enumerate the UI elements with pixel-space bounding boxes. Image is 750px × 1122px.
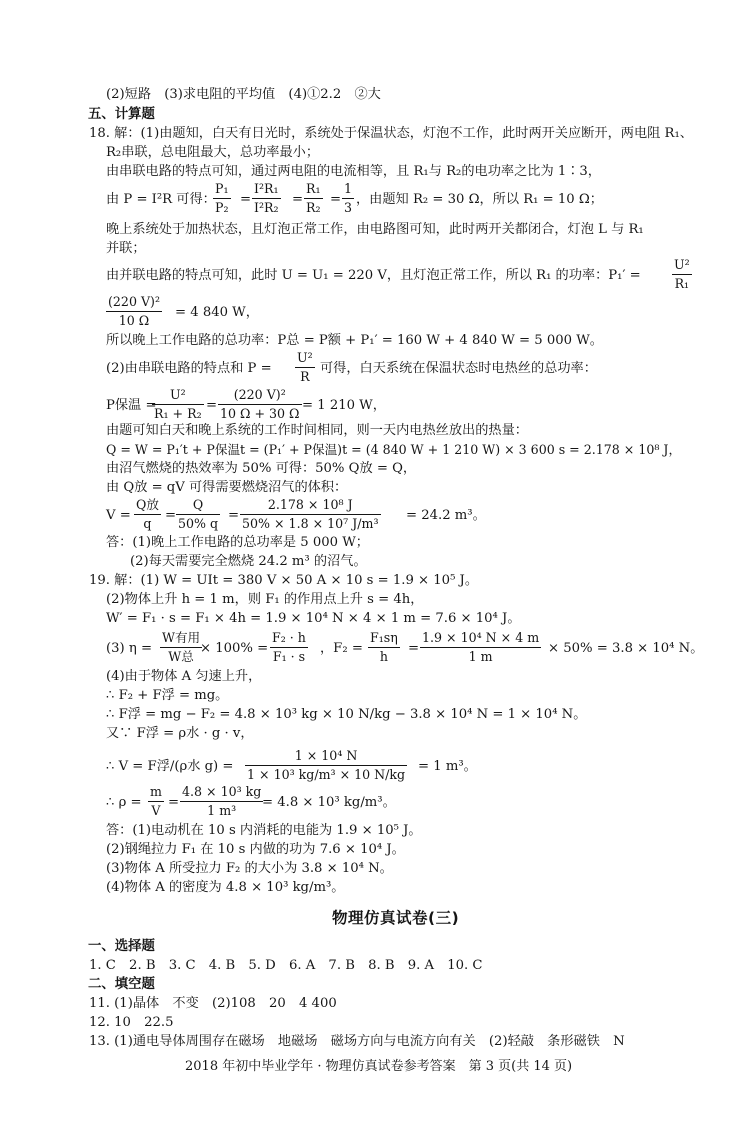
q18-line-10-lead: (2)由串联电路的特点和 P =	[106, 361, 272, 376]
equals-sign: =	[168, 795, 180, 810]
q18-line-9: 所以晚上工作电路的总功率：P总 = P额 + P₁′ = 160 W + 4 840 W = 5 000 W。	[106, 333, 603, 348]
q19-line-4-lead: (3) η =	[106, 641, 153, 656]
fraction-denominator: P₂	[215, 200, 229, 215]
fraction-denominator: R₂	[306, 200, 321, 215]
q18-line-4-lead: 由 P = I²R 可得：	[106, 192, 216, 207]
fraction-numerator: U²	[295, 350, 315, 368]
fraction-denominator: 1 m³	[207, 803, 237, 818]
fraction-numerator: 4.8 × 10³ kg	[180, 784, 263, 802]
fraction-denominator: 50% × 1.8 × 10⁷ J/m³	[242, 516, 379, 531]
q18-line-13: Q = W = P₁′t + P保温t = (P₁′ + P保温)t = (4 840 W + 1 210 W) × 3 600 s = 2.178 × 10⁸ J，	[106, 442, 682, 457]
equals-sign: =	[240, 192, 252, 207]
fraction-denominator: 10 Ω + 30 Ω	[220, 406, 300, 421]
fraction-denominator: W总	[168, 649, 194, 664]
q19-line-2: (2)物体上升 h = 1 m，则 F₁ 的作用点上升 s = 4h，	[106, 592, 424, 607]
q19-line-8: 又∵ F浮 = ρ水 · g · v，	[106, 726, 254, 741]
fraction-denominator: 3	[344, 200, 353, 215]
fraction-denominator: R₁	[674, 276, 690, 291]
equals-sign: =	[292, 192, 304, 207]
fraction-denominator: h	[379, 649, 388, 664]
fraction-denominator: 1 m	[468, 649, 493, 664]
q19-line-9-lead: ∴ V = F浮/(ρ水 g) =	[106, 759, 234, 774]
fraction-numerator: Q放	[134, 497, 161, 515]
fraction-denominator: 10 Ω	[118, 313, 150, 328]
fraction-numerator: P₁	[213, 181, 231, 199]
fraction-u2-r1	[672, 257, 692, 292]
equals-sign: =	[330, 192, 342, 207]
q18-answer-1: 答：(1)晚上工作电路的总功率是 5 000 W；	[106, 535, 369, 550]
q19-line-10-lead: ∴ ρ =	[106, 795, 142, 810]
f2-equals: ，F₂ =	[320, 641, 363, 656]
q19-line-4-tail: × 50% = 3.8 × 10⁴ N。	[548, 641, 704, 656]
fraction-numerator: F₁sη	[368, 630, 400, 648]
fraction-numerator: (220 V)²	[218, 387, 302, 405]
q18-line-3: 由串联电路的特点可知，通过两电阻的电流相等，且 R₁与 R₂的电功率之比为 1∶3，	[106, 164, 601, 179]
q18-line-16-lead: V =	[106, 508, 131, 523]
equals-sign: =	[206, 398, 218, 413]
section-heading-calc: 五、计算题	[88, 107, 155, 122]
q18-line-11-tail: = 1 210 W，	[302, 398, 386, 413]
fraction-numerator: W有用	[160, 630, 202, 648]
q19-line-5: (4)由于物体 A 匀速上升，	[106, 669, 262, 684]
q18-line-8: = 4 840 W，	[175, 305, 259, 320]
fraction-numerator: 1	[342, 181, 354, 199]
fraction-numerator: U²	[672, 257, 692, 275]
fraction-efficiency	[160, 630, 202, 665]
fraction-i2r	[252, 181, 281, 216]
q19-line-3: W′ = F₁ · s = F₁ × 4h = 1.9 × 10⁴ N × 4 × 1 m = 7.6 × 10⁴ J。	[106, 611, 521, 626]
paper-title: 物理仿真试卷(三)	[332, 909, 460, 927]
section-heading-fill: 二、填空题	[88, 977, 155, 992]
fraction-numerator: (220 V)²	[106, 294, 162, 312]
q19-answer-3: (3)物体 A 所受拉力 F₂ 的大小为 3.8 × 10⁴ N。	[106, 861, 393, 876]
q18-line-12: 由题可知白天和晚上系统的工作时间相同，则一天内电热丝放出的热量：	[106, 423, 528, 438]
q18-line-16-tail: = 24.2 m³。	[406, 508, 486, 523]
fraction-220-over-40	[218, 387, 302, 422]
q19-answer-1: 答：(1)电动机在 10 s 内消耗的电能为 1.9 × 10⁵ J。	[106, 823, 422, 838]
q19-answer-4: (4)物体 A 的密度为 4.8 × 10³ kg/m³。	[106, 880, 345, 895]
fill-answer-12: 12. 10 22.5	[89, 1015, 174, 1030]
fraction-denominator: 50% q	[178, 516, 219, 531]
fraction-denominator: q	[143, 516, 152, 531]
q19-line-6: ∴ F₂ + F浮 = mg。	[106, 688, 229, 703]
fill-answer-11: 11. (1)晶体 不变 (2)108 20 4 400	[89, 996, 337, 1011]
q18-line-10-tail: 可得，白天系统在保温状态时电热丝的总功率：	[320, 361, 597, 376]
fraction-f2h-f1s	[270, 630, 308, 665]
fraction-f1s-eta-h	[368, 630, 400, 665]
fraction-numerator: F₂ · h	[270, 630, 308, 648]
fraction-volume-water	[245, 748, 407, 783]
prev-answers-line: (2)短路 (3)求电阻的平均值 (4)①2.2 ②大	[106, 87, 381, 102]
fraction-numerator: U²	[152, 387, 204, 405]
q18-line-6: 并联；	[106, 241, 146, 256]
q19-line-7: ∴ F浮 = mg − F₂ = 4.8 × 10³ kg × 10 N/kg − 3.8 × 10⁴ N = 1 × 10⁴ N。	[106, 707, 587, 722]
q18-line-2: R₂串联，总电阻最大，总功率最小；	[106, 145, 320, 160]
q19-line-1: 19. 解：(1) W = UIt = 380 V × 50 A × 10 s = 1.9 × 10⁵ J。	[89, 573, 479, 588]
fraction-volume-calc	[240, 497, 381, 532]
fraction-density-calc	[180, 784, 263, 819]
equals-sign: =	[228, 508, 240, 523]
fraction-one-third	[342, 181, 354, 216]
fraction-denominator: 1 × 10³ kg/m³ × 10 N/kg	[247, 767, 406, 782]
q18-line-7: 由并联电路的特点可知，此时 U = U₁ = 220 V，且灯泡正常工作，所以 R₁ 的功率：P₁′ =	[106, 268, 641, 283]
equals-sign: =	[408, 641, 420, 656]
q18-line-5: 晚上系统处于加热状态，且灯泡正常工作，由电路图可知，此时两开关都闭合，灯泡 L 与 R₁	[106, 222, 644, 237]
fraction-denominator: F₁ · s	[272, 649, 306, 664]
fraction-q-release-over-q	[134, 497, 161, 532]
page-footer: 2018 年初中毕业学年 · 物理仿真试卷参考答案 第 3 页(共 14 页)	[185, 1059, 573, 1074]
q18-line-14: 由沼气燃烧的热效率为 50% 可得：50% Q放 = Q，	[106, 461, 417, 476]
fraction-220v-squared	[106, 294, 162, 329]
q18-line-4-tail: ，由题知 R₂ = 30 Ω，所以 R₁ = 10 Ω；	[356, 192, 603, 207]
percent-factor: × 100% =	[200, 641, 269, 656]
fraction-numerator: 1.9 × 10⁴ N × 4 m	[420, 630, 541, 648]
q19-line-10-tail: = 4.8 × 10³ kg/m³。	[262, 795, 396, 810]
q18-line-1: 18. 解：(1)由题知，白天有日光时，系统处于保温状态，灯泡不工作，此时两开关应断开，两电阻 R₁、	[89, 126, 693, 141]
fill-answer-13: 13. (1)通电导体周围存在磁场 地磁场 磁场方向与电流方向有关 (2)轻敲 条形磁铁 N	[89, 1034, 625, 1049]
q18-answer-2: (2)每天需要完全燃烧 24.2 m³ 的沼气。	[130, 554, 367, 569]
fraction-m-over-v	[148, 784, 164, 819]
fraction-force-calc	[420, 630, 541, 665]
fraction-numerator: R₁	[304, 181, 323, 199]
fraction-u2-sum	[152, 387, 204, 422]
fraction-denominator: V	[151, 803, 161, 818]
fraction-denominator: I²R₂	[254, 200, 279, 215]
fraction-u2-r	[295, 350, 315, 385]
equals-sign: =	[165, 508, 177, 523]
fraction-numerator: 2.178 × 10⁸ J	[240, 497, 381, 515]
fraction-numerator: I²R₁	[252, 181, 281, 199]
fraction-numerator: 1 × 10⁴ N	[245, 748, 407, 766]
q18-line-11-lead: P保温 =	[106, 398, 157, 413]
q19-answer-2: (2)钢绳拉力 F₁ 在 10 s 内做的功为 7.6 × 10⁴ J。	[106, 842, 405, 857]
q19-line-9-tail: = 1 m³。	[418, 759, 477, 774]
fraction-numerator: Q	[176, 497, 220, 515]
fraction-p1-p2	[213, 181, 231, 216]
fraction-numerator: m	[148, 784, 164, 802]
fraction-r1-r2	[304, 181, 323, 216]
fraction-denominator: R₁ + R₂	[154, 406, 202, 421]
section-heading-choice: 一、选择题	[88, 939, 155, 954]
choice-answers: 1. C 2. B 3. C 4. B 5. D 6. A 7. B 8. B 9. A 10. C	[89, 958, 483, 973]
fraction-q-over-half-q	[176, 497, 220, 532]
q18-line-15: 由 Q放 = qV 可得需要燃烧沼气的体积：	[106, 480, 348, 495]
fraction-denominator: R	[300, 369, 310, 384]
